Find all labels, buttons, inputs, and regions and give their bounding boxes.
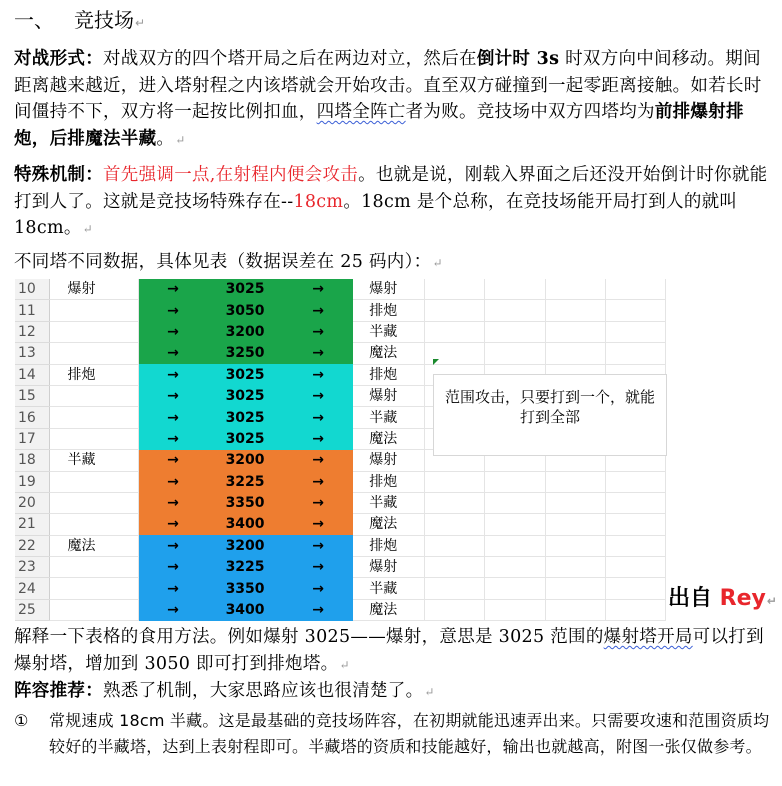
arrow-cell: → xyxy=(283,599,353,620)
empty-cell xyxy=(485,557,545,578)
range-value-cell: 3200 xyxy=(207,450,283,471)
arrow-cell: → xyxy=(283,578,353,599)
section-heading: 一、 竞技场↵ xyxy=(14,8,146,32)
row-number: 11 xyxy=(15,300,49,321)
arrow-cell: → xyxy=(283,514,353,535)
empty-cell xyxy=(605,578,665,599)
empty-cell xyxy=(425,514,485,535)
table-row xyxy=(15,471,666,492)
table-row xyxy=(15,599,666,620)
all-towers-dead-phrase: 四塔全阵亡 xyxy=(316,102,406,122)
empty-cell xyxy=(545,492,605,513)
tower-positions-bold: 前排爆射排炮，后排魔法半藏 xyxy=(14,102,744,149)
range-value-cell: 3025 xyxy=(207,385,283,406)
empty-cell xyxy=(425,557,485,578)
arrow-cell: → xyxy=(138,385,207,406)
arrow-cell: → xyxy=(138,300,207,321)
empty-cell xyxy=(605,321,665,342)
tower-name-cell xyxy=(49,578,138,599)
table-intro-text: 不同塔不同数据，具体见表（数据误差在 25 码内）： xyxy=(14,252,432,272)
row-number: 25 xyxy=(15,599,49,620)
row-number: 20 xyxy=(15,492,49,513)
table-intro-line: 不同塔不同数据，具体见表（数据误差在 25 码内）：↵ xyxy=(14,252,443,272)
target-tower-cell: 魔法 xyxy=(353,343,424,364)
tower-name-cell xyxy=(49,492,138,513)
range-value-cell: 3025 xyxy=(207,428,283,449)
empty-cell xyxy=(605,599,665,620)
empty-cell xyxy=(545,535,605,556)
target-tower-cell: 魔法 xyxy=(353,599,424,620)
empty-cell xyxy=(545,557,605,578)
numbered-list-item xyxy=(14,708,782,760)
empty-cell xyxy=(605,300,665,321)
table-row xyxy=(15,300,666,321)
row-number: 16 xyxy=(15,407,49,428)
section-title: 竞技场 xyxy=(74,8,134,32)
target-tower-cell: 排炮 xyxy=(353,471,424,492)
range-value-cell: 3025 xyxy=(207,279,283,300)
arrow-cell: → xyxy=(283,557,353,578)
range-value-cell: 3050 xyxy=(207,300,283,321)
range-spreadsheet xyxy=(15,279,666,619)
empty-cell xyxy=(485,578,545,599)
range-value-cell: 3250 xyxy=(207,343,283,364)
tower-name-cell xyxy=(49,321,138,342)
arrow-cell: → xyxy=(283,279,353,300)
arrow-cell: → xyxy=(138,535,207,556)
range-value-cell: 3225 xyxy=(207,471,283,492)
arrow-cell: → xyxy=(138,343,207,364)
row-number: 15 xyxy=(15,385,49,406)
arrow-cell: → xyxy=(283,407,353,428)
row-number: 21 xyxy=(15,514,49,535)
explain-wavy-phrase: 爆射塔开局 xyxy=(603,627,693,647)
empty-cell xyxy=(485,492,545,513)
arrow-cell: → xyxy=(138,407,207,428)
empty-cell xyxy=(545,279,605,300)
arrow-cell: → xyxy=(283,535,353,556)
table-row xyxy=(15,321,666,342)
arrow-cell: → xyxy=(138,428,207,449)
battle-format-text-3: 者为败。竞技场中双方四塔均为 xyxy=(405,102,655,122)
empty-cell xyxy=(425,471,485,492)
empty-cell xyxy=(605,514,665,535)
target-tower-cell: 爆射 xyxy=(353,557,424,578)
special-mechanic-label: 特殊机制： xyxy=(14,165,103,185)
explain-text-1: 解释一下表格的食用方法。例如爆射 3025——爆射，意思是 3025 范围的 xyxy=(14,627,604,647)
arrow-cell: → xyxy=(283,492,353,513)
row-number: 17 xyxy=(15,428,49,449)
table-row xyxy=(15,557,666,578)
row-number: 23 xyxy=(15,557,49,578)
battle-format-text-2: 时双方向中间移动。期间距离越来越近，进入塔射程之内该塔就会开始攻击。直至双方碰撞到一起零距离接触。如若长时间僵持不下，双方将一起按比例扣血， xyxy=(14,49,762,122)
target-tower-cell: 排炮 xyxy=(353,364,424,385)
battle-format-text-1: 对战双方的四个塔开局之后在两边对立，然后在 xyxy=(103,49,477,69)
arrow-cell: → xyxy=(283,450,353,471)
arrow-cell: → xyxy=(138,279,207,300)
tower-name-cell xyxy=(49,557,138,578)
empty-cell xyxy=(605,557,665,578)
empty-cell xyxy=(485,279,545,300)
emphasis-red-text: 首先强调一点,在射程内便会攻击 xyxy=(103,165,359,185)
table-row xyxy=(15,514,666,535)
target-tower-cell: 魔法 xyxy=(353,514,424,535)
empty-cell xyxy=(545,599,605,620)
row-number: 13 xyxy=(15,343,49,364)
tower-name-cell xyxy=(49,407,138,428)
battle-format-label: 对战形式： xyxy=(14,49,103,69)
arrow-cell: → xyxy=(138,514,207,535)
row-number: 12 xyxy=(15,321,49,342)
battle-format-text-4: 。 xyxy=(156,128,175,149)
range-value-cell: 3400 xyxy=(207,599,283,620)
empty-cell xyxy=(485,535,545,556)
arrow-cell: → xyxy=(283,300,353,321)
list-bullet: ① xyxy=(14,711,29,730)
empty-cell xyxy=(485,300,545,321)
tower-name-cell xyxy=(49,385,138,406)
arrow-cell: → xyxy=(283,343,353,364)
section-number: 一、 xyxy=(14,8,54,32)
arrow-cell: → xyxy=(283,385,353,406)
credit-prefix: 出自 xyxy=(668,586,720,611)
empty-cell xyxy=(605,279,665,300)
range-value-cell: 3225 xyxy=(207,557,283,578)
arrow-cell: → xyxy=(138,578,207,599)
empty-cell xyxy=(605,471,665,492)
row-number: 19 xyxy=(15,471,49,492)
special-mechanic-text-1: 。也就是说，刚载入界面之后还没开始倒计时你就能打到人了。这就是竞技场特殊存在-- xyxy=(14,165,768,212)
arrow-cell: → xyxy=(283,321,353,342)
row-number: 22 xyxy=(15,535,49,556)
target-tower-cell: 排炮 xyxy=(353,300,424,321)
credit-label: 出自 Rey↵ xyxy=(668,586,777,611)
empty-cell xyxy=(425,535,485,556)
row-number: 14 xyxy=(15,364,49,385)
row-number: 24 xyxy=(15,578,49,599)
table-row xyxy=(15,578,666,599)
credit-author: Rey xyxy=(719,586,766,611)
explain-text-2: 可以打到爆射塔，增加到 3050 即可打到排炮塔。 xyxy=(14,627,764,674)
aoe-note-line-1: 范围攻击，只要打到一个，就能 xyxy=(444,388,655,406)
arrow-cell: → xyxy=(138,321,207,342)
empty-cell xyxy=(545,300,605,321)
empty-cell xyxy=(605,535,665,556)
comment-indicator xyxy=(433,359,439,365)
range-value-cell: 3200 xyxy=(207,321,283,342)
range-value-cell: 3025 xyxy=(207,364,283,385)
empty-cell xyxy=(425,279,485,300)
table-row xyxy=(15,279,666,300)
empty-cell xyxy=(425,492,485,513)
arrow-cell: → xyxy=(138,471,207,492)
empty-cell xyxy=(605,492,665,513)
row-number: 18 xyxy=(15,450,49,471)
lineup-paragraph: 阵容推荐：熟悉了机制，大家思路应该也很清楚了。↵ xyxy=(14,681,435,701)
tower-name-cell xyxy=(49,471,138,492)
target-tower-cell: 魔法 xyxy=(353,428,424,449)
target-tower-cell: 爆射 xyxy=(353,385,424,406)
lineup-text: 熟悉了机制，大家思路应该也很清楚了。 xyxy=(103,681,424,701)
target-tower-cell: 爆射 xyxy=(353,279,424,300)
tower-name-cell xyxy=(49,599,138,620)
tower-name-cell: 排炮 xyxy=(49,364,138,385)
range-value-cell: 3025 xyxy=(207,407,283,428)
empty-cell xyxy=(425,599,485,620)
empty-cell xyxy=(545,578,605,599)
target-tower-cell: 半藏 xyxy=(353,321,424,342)
table-row xyxy=(15,492,666,513)
arrow-cell: → xyxy=(138,450,207,471)
tower-name-cell: 半藏 xyxy=(49,450,138,471)
arrow-cell: → xyxy=(283,471,353,492)
empty-cell xyxy=(485,514,545,535)
range-value-cell: 3200 xyxy=(207,535,283,556)
empty-cell xyxy=(425,300,485,321)
range-value-cell: 3350 xyxy=(207,492,283,513)
lineup-label: 阵容推荐： xyxy=(14,681,103,701)
special-mechanic-paragraph: 特殊机制：首先强调一点,在射程内便会攻击。也就是说，刚载入界面之后还没开始倒计时你就能打到人了。这就是竞技场特殊存在--18cm。18cm 是个总称，在竞技场能开局打到人的就叫 18cm。↵ xyxy=(14,165,768,238)
empty-cell xyxy=(545,321,605,342)
table-row xyxy=(15,343,666,364)
empty-cell xyxy=(485,343,545,364)
arrow-cell: → xyxy=(138,364,207,385)
tower-name-cell xyxy=(49,514,138,535)
empty-cell xyxy=(425,578,485,599)
arrow-cell: → xyxy=(138,557,207,578)
tower-name-cell: 魔法 xyxy=(49,535,138,556)
explain-paragraph: 解释一下表格的食用方法。例如爆射 3025——爆射，意思是 3025 范围的爆射塔开局可以打到爆射塔，增加到 3050 即可打到排炮塔。↵ xyxy=(14,627,764,674)
target-tower-cell: 半藏 xyxy=(353,407,424,428)
empty-cell xyxy=(545,514,605,535)
target-tower-cell: 排炮 xyxy=(353,535,424,556)
countdown-bold: 倒计时 3s xyxy=(476,49,560,69)
18cm-red-text: 18cm xyxy=(293,191,344,212)
empty-cell xyxy=(545,471,605,492)
arrow-cell: → xyxy=(138,492,207,513)
table-row xyxy=(15,535,666,556)
arrow-cell: → xyxy=(283,364,353,385)
aoe-note-box xyxy=(433,374,667,456)
empty-cell xyxy=(485,321,545,342)
empty-cell xyxy=(545,343,605,364)
arrow-cell: → xyxy=(138,599,207,620)
row-number: 10 xyxy=(15,279,49,300)
empty-cell xyxy=(425,321,485,342)
tower-name-cell xyxy=(49,428,138,449)
list-item-text: 常规速成 18cm 半藏。这是最基础的竞技场阵容，在初期就能迅速弄出来。只需要攻速和范围资质均较好的半藏塔，达到上表射程即可。半藏塔的资质和技能越好，输出也就越高，附图一张仅做参考。 xyxy=(49,711,770,756)
special-mechanic-text-2: 。18cm 是个总称，在竞技场能开局打到人的就叫 18cm。 xyxy=(14,191,738,238)
arrow-cell: → xyxy=(283,428,353,449)
range-value-cell: 3350 xyxy=(207,578,283,599)
target-tower-cell: 半藏 xyxy=(353,578,424,599)
tower-name-cell xyxy=(49,300,138,321)
range-value-cell: 3400 xyxy=(207,514,283,535)
target-tower-cell: 半藏 xyxy=(353,492,424,513)
battle-format-paragraph: 对战形式：对战双方的四个塔开局之后在两边对立，然后在倒计时 3s 时双方向中间移动。期间距离越来越近，进入塔射程之内该塔就会开始攻击。直至双方碰撞到一起零距离接触。如若长时间僵持不下，双方将一起按比例扣血，四塔全阵亡者为败。竞技场中双方四塔均为前排爆射排炮，后排魔法半藏。↵ xyxy=(14,49,762,149)
empty-cell xyxy=(605,343,665,364)
aoe-note-line-2: 打到全部 xyxy=(519,408,580,426)
tower-name-cell: 爆射 xyxy=(49,279,138,300)
tower-name-cell xyxy=(49,343,138,364)
empty-cell xyxy=(485,471,545,492)
target-tower-cell: 爆射 xyxy=(353,450,424,471)
empty-cell xyxy=(485,599,545,620)
